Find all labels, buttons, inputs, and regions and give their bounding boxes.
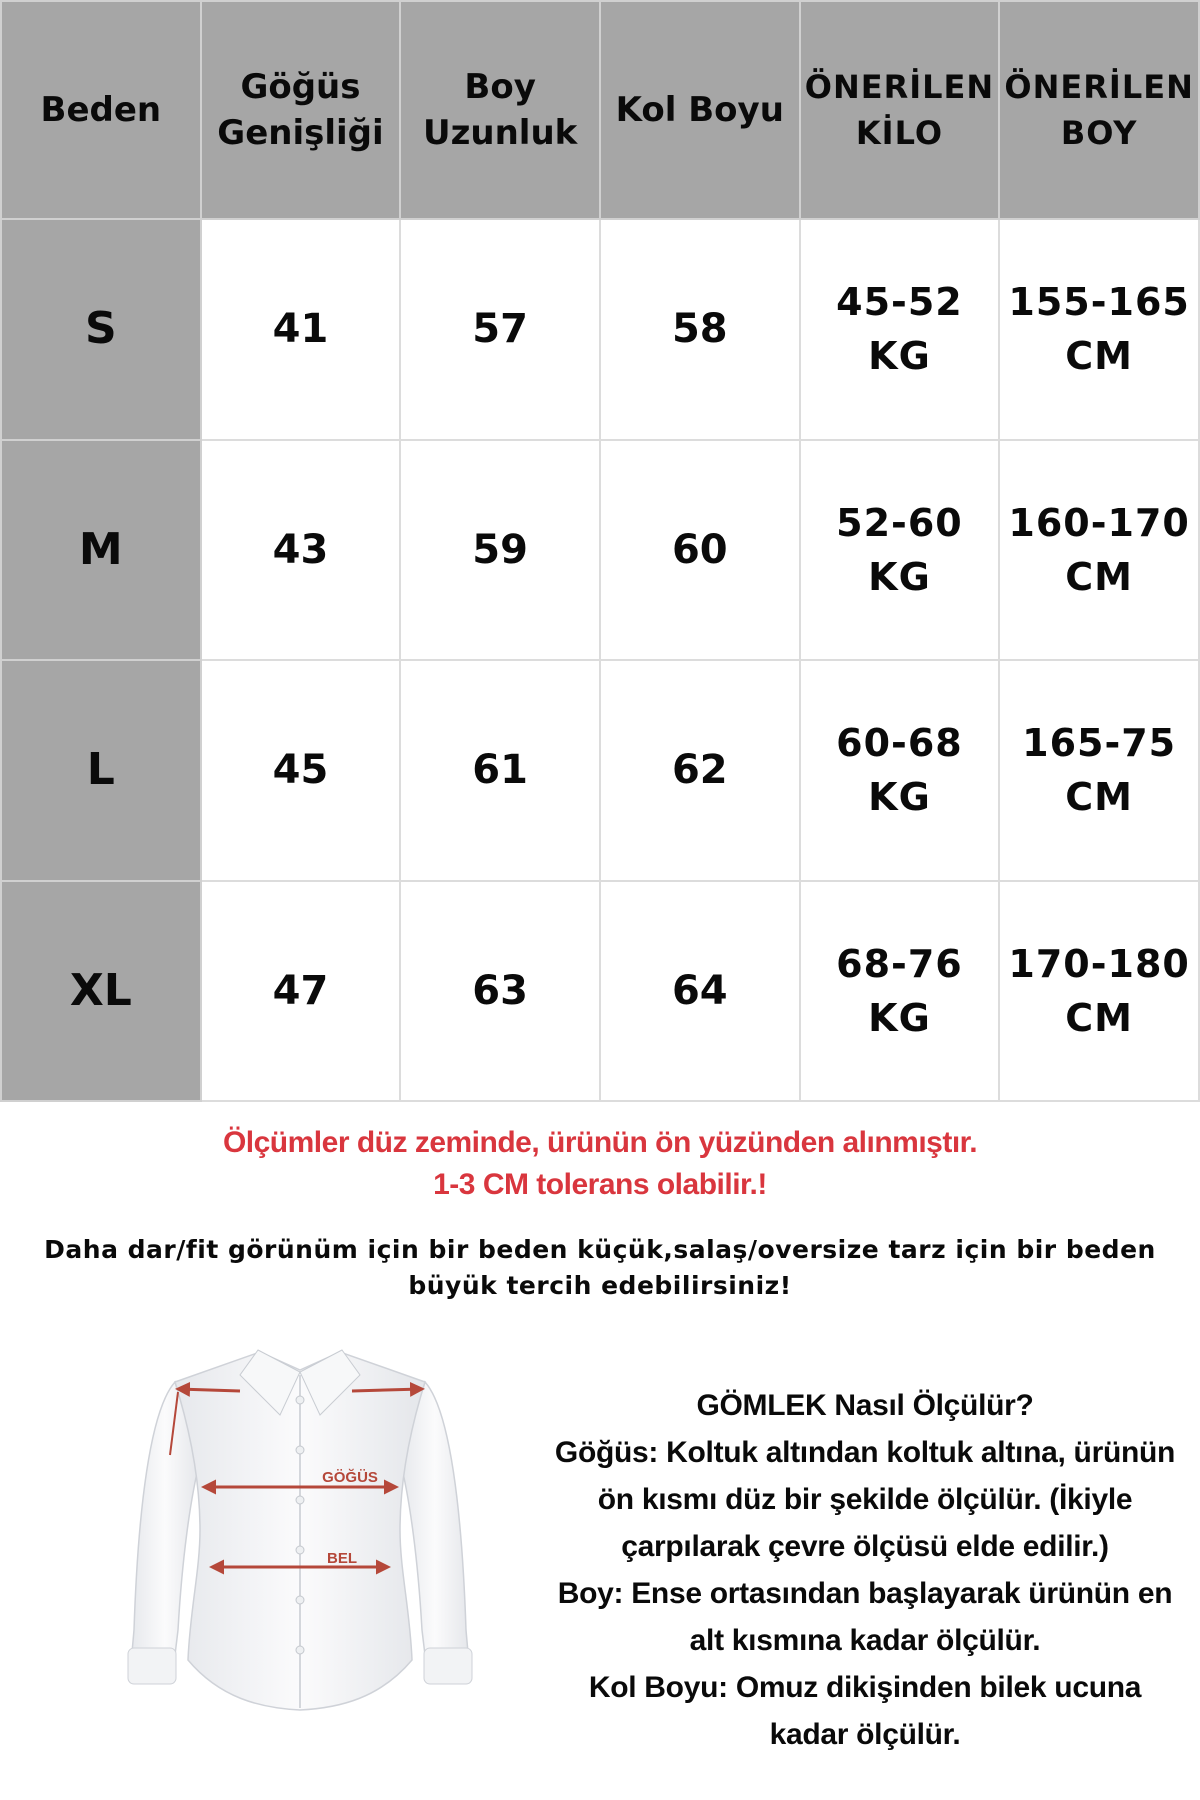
weight-cell: [800, 660, 1000, 881]
table-row-l: [1, 660, 1199, 881]
header-label: Uzunluk: [423, 113, 578, 153]
height-unit: CM: [1065, 334, 1133, 379]
height-cell: [999, 660, 1199, 881]
table-row-m: [1, 440, 1199, 661]
size-cell: L: [1, 660, 201, 881]
height-unit: CM: [1065, 995, 1133, 1040]
height-cell: [999, 881, 1199, 1102]
how-to-measure-line: Boy: Ense ortasından başlayarak ürünün en: [557, 1577, 1173, 1610]
table-row-xl: [1, 881, 1199, 1102]
sleeve-cell: 62: [600, 660, 800, 881]
header-label: Kol Boyu: [615, 90, 784, 130]
height-unit: CM: [1065, 775, 1133, 820]
note-line: Daha dar/fit görünüm için bir beden küçük,salaş/oversize tarz için bir beden: [44, 1235, 1156, 1264]
how-to-measure-line: kadar ölçülür.: [769, 1718, 961, 1751]
how-to-measure-line: ön kısmı düz bir şekilde ölçülür. (İkiyle: [597, 1483, 1133, 1516]
chest-cell: 41: [201, 219, 401, 440]
measurement-tolerance-note: [0, 1122, 1200, 1206]
weight-unit: KG: [868, 995, 931, 1040]
note-line: Ölçümler düz zeminde, ürünün ön yüzünden alınmıştır.: [222, 1126, 978, 1159]
header-label: Genişliği: [217, 113, 384, 153]
header-sleeve-length: [600, 1, 800, 219]
height-range: 165-75: [1022, 721, 1177, 766]
height-cell: [999, 219, 1199, 440]
length-cell: 59: [400, 440, 600, 661]
weight-range: 52-60: [836, 500, 963, 545]
header-recommended-weight: [800, 1, 1000, 219]
chest-cell: 45: [201, 660, 401, 881]
weight-cell: [800, 440, 1000, 661]
header-label: KİLO: [855, 114, 944, 152]
chest-label: GÖĞÜS: [322, 1469, 378, 1486]
weight-cell: [800, 881, 1000, 1102]
sleeve-cell: 58: [600, 219, 800, 440]
header-recommended-height: [999, 1, 1199, 219]
note-line: büyük tercih edebilirsiniz!: [408, 1271, 792, 1300]
header-label: BOY: [1060, 114, 1138, 152]
shirt-icon: [120, 1330, 480, 1750]
shirt-measurement-illustration: [120, 1330, 480, 1750]
header-label: ÖNERİLEN: [1004, 68, 1194, 106]
weight-cell: [800, 219, 1000, 440]
header-label: ÖNERİLEN: [804, 68, 995, 106]
header-length: [400, 1, 600, 219]
height-range: 160-170: [1008, 500, 1190, 545]
weight-range: 60-68: [836, 721, 963, 766]
weight-unit: KG: [868, 775, 931, 820]
size-cell: M: [1, 440, 201, 661]
header-label: Beden: [40, 90, 162, 130]
note-line: 1-3 CM tolerans olabilir.!: [433, 1168, 767, 1201]
sleeve-cell: 60: [600, 440, 800, 661]
height-unit: CM: [1065, 554, 1133, 599]
table-row-s: [1, 219, 1199, 440]
chest-cell: 47: [201, 881, 401, 1102]
how-to-measure-section: [530, 1382, 1200, 1758]
table-header-row: [1, 1, 1199, 219]
how-to-measure-line: Göğüs: Koltuk altından koltuk altına, ürünün: [554, 1436, 1176, 1469]
weight-range: 68-76: [836, 941, 963, 986]
how-to-measure-line: alt kısmına kadar ölçülür.: [689, 1624, 1041, 1657]
waist-label: BEL: [327, 1550, 357, 1567]
length-cell: 61: [400, 660, 600, 881]
size-cell: XL: [1, 881, 201, 1102]
size-cell: S: [1, 219, 201, 440]
fit-advice-note: [0, 1232, 1200, 1304]
how-to-measure-line: çarpılarak çevre ölçüsü elde edilir.): [621, 1530, 1109, 1563]
sleeve-cell: 64: [600, 881, 800, 1102]
weight-unit: KG: [868, 334, 931, 379]
length-cell: 57: [400, 219, 600, 440]
header-label: Boy: [464, 67, 536, 107]
header-label: Göğüs: [240, 67, 361, 107]
height-range: 155-165: [1008, 280, 1190, 325]
length-cell: 63: [400, 881, 600, 1102]
height-cell: [999, 440, 1199, 661]
weight-unit: KG: [868, 554, 931, 599]
height-range: 170-180: [1008, 941, 1190, 986]
header-size: [1, 1, 201, 219]
how-to-measure-line: Kol Boyu: Omuz dikişinden bilek ucuna: [588, 1671, 1142, 1704]
weight-range: 45-52: [836, 280, 963, 325]
how-to-measure-title: GÖMLEK Nasıl Ölçülür?: [696, 1389, 1034, 1422]
chest-cell: 43: [201, 440, 401, 661]
header-chest-width: [201, 1, 401, 219]
